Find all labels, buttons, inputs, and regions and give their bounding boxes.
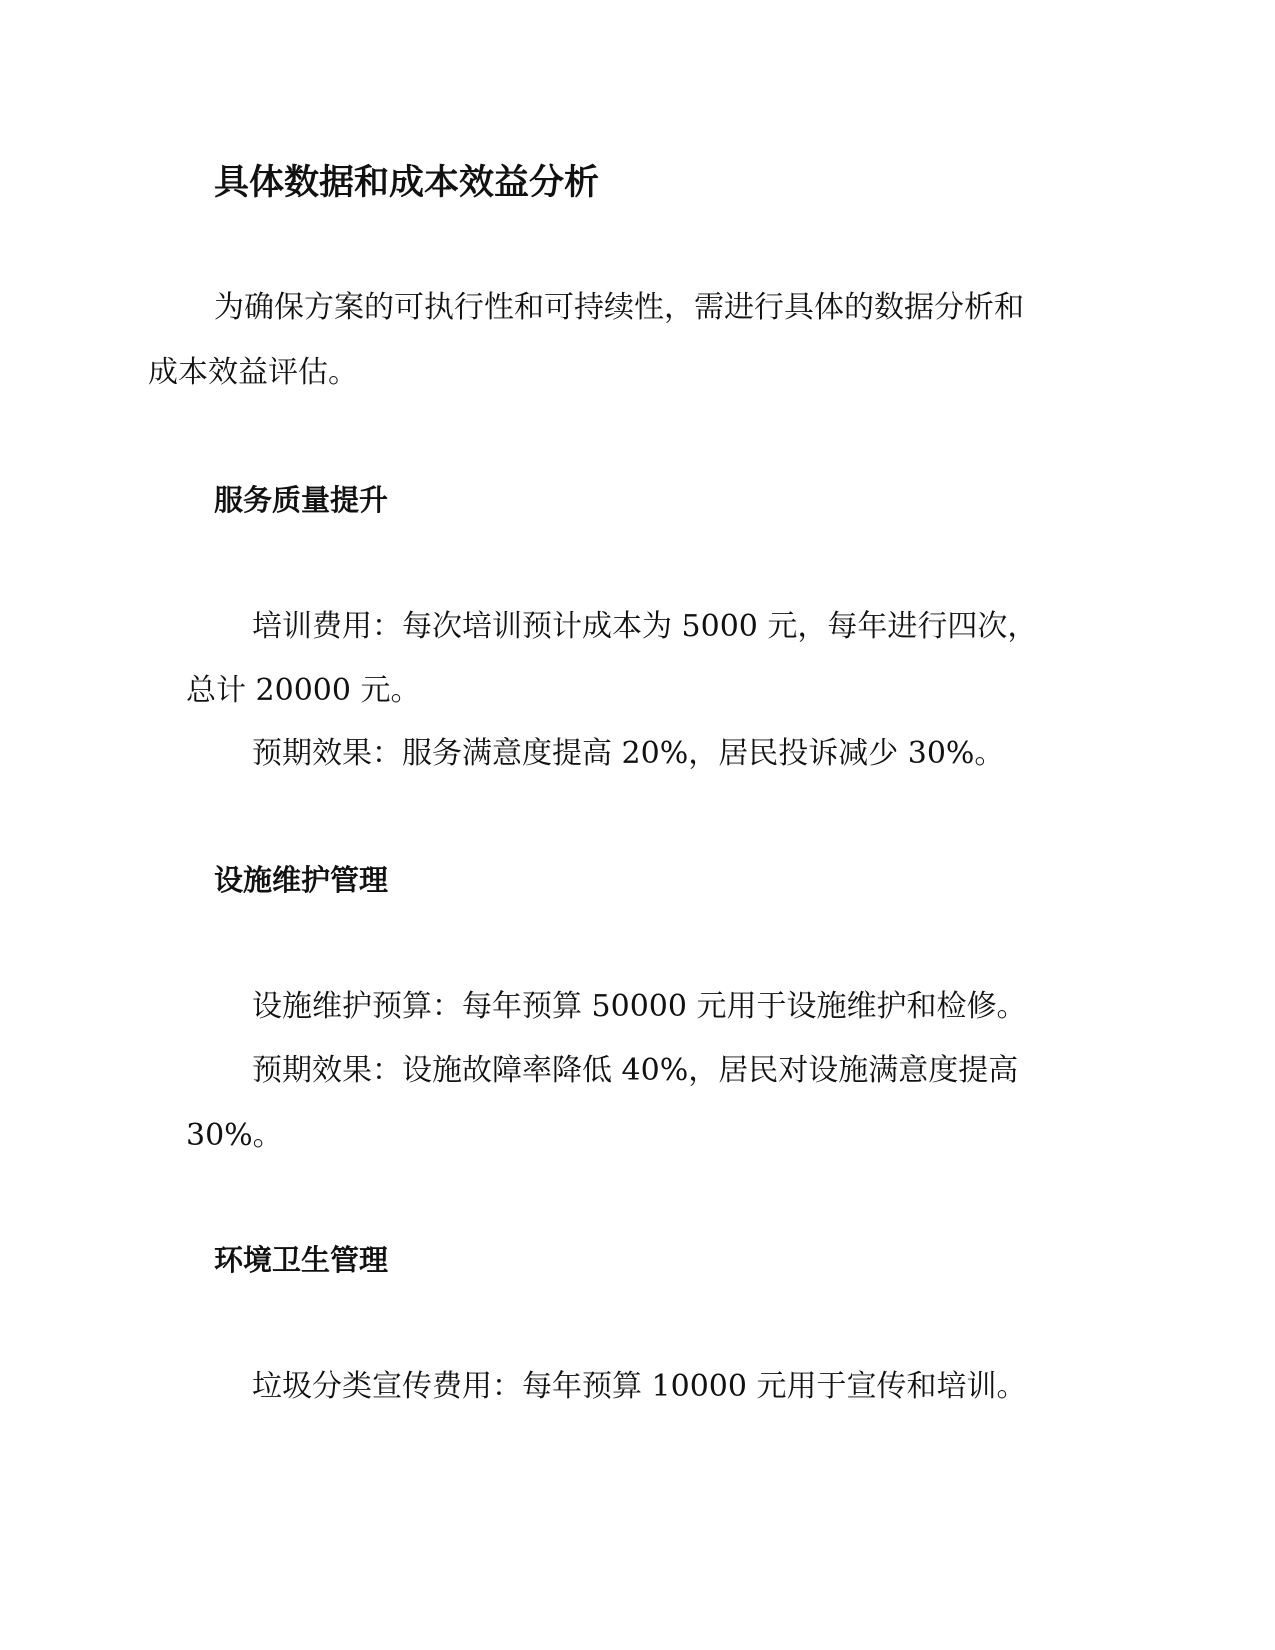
section-heading-environmental-sanitation: 环境卫生管理 xyxy=(214,1243,389,1277)
facility-budget-line: 设施维护预算：每年预算 50000 元用于设施维护和检修。 xyxy=(252,989,1027,1024)
service-expected-effect: 预期效果：服务满意度提高 20%，居民投诉减少 30%。 xyxy=(252,736,1005,771)
service-training-cost-line-2: 总计 20000 元。 xyxy=(186,673,421,708)
section-heading-service-quality: 服务质量提升 xyxy=(214,483,389,517)
intro-line-2: 成本效益评估。 xyxy=(148,355,358,390)
facility-expected-effect-line-2: 30%。 xyxy=(186,1118,283,1153)
section-heading-facility-maintenance: 设施维护管理 xyxy=(214,863,389,897)
facility-expected-effect-line-1: 预期效果：设施故障率降低 40%，居民对设施满意度提高 xyxy=(252,1053,1019,1088)
service-training-cost-line-1: 培训费用：每次培训预计成本为 5000 元，每年进行四次， xyxy=(252,609,1038,644)
intro-line-1: 为确保方案的可执行性和可持续性，需进行具体的数据分析和 xyxy=(214,290,1024,325)
sanitation-publicity-cost-line: 垃圾分类宣传费用：每年预算 10000 元用于宣传和培训。 xyxy=(252,1369,1027,1404)
document-title: 具体数据和成本效益分析 xyxy=(214,163,600,203)
